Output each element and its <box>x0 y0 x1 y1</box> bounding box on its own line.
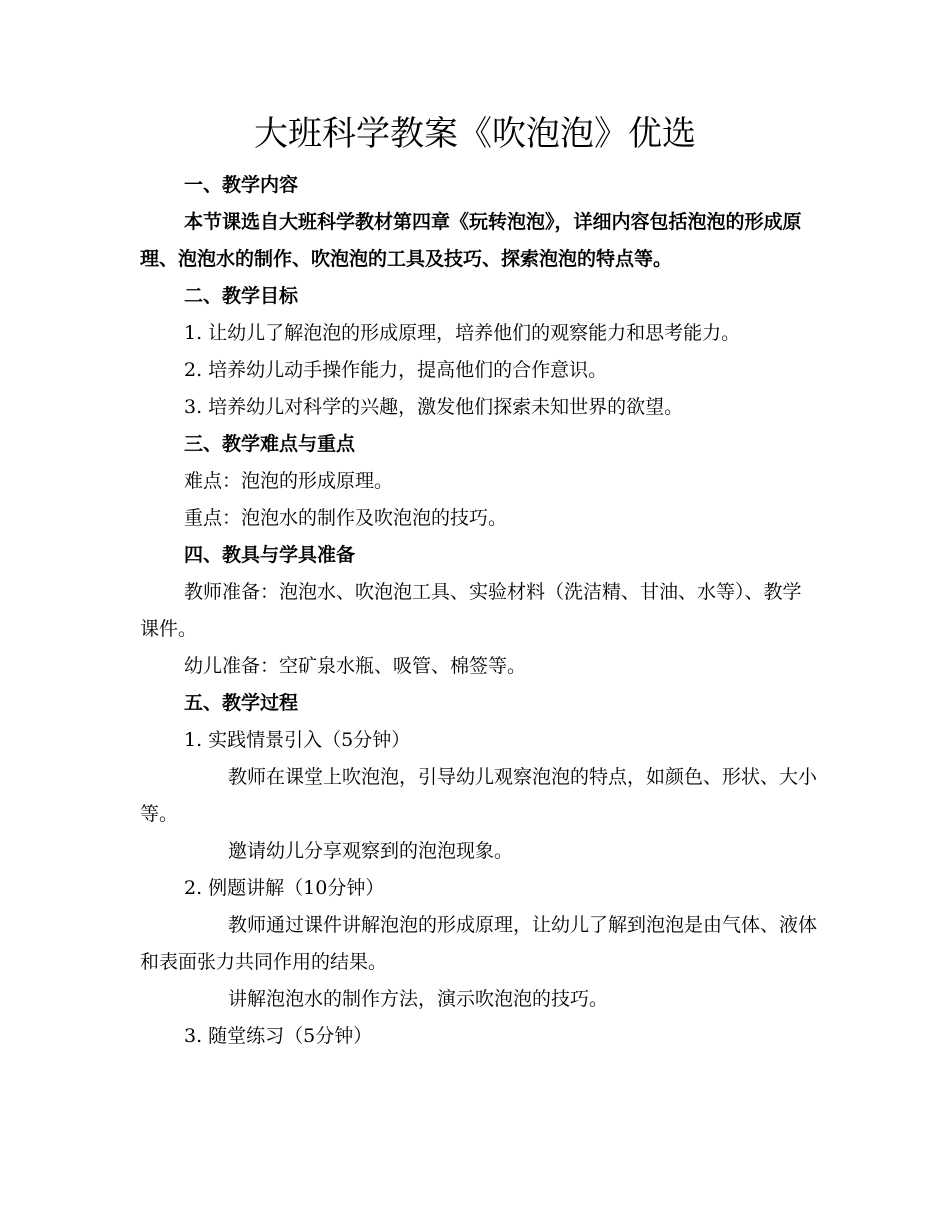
process-step-2-detail-a: 教师通过课件讲解泡泡的形成原理，让幼儿了解到泡泡是由气体、液体和表面张力共同作用的结果。 <box>140 914 818 973</box>
document-title: 大班科学教案《吹泡泡》优选 <box>254 114 696 154</box>
process-step-3: 3. 随堂练习（5分钟） <box>184 1025 373 1047</box>
document-body <box>140 167 820 1055</box>
section-heading-difficulty: 三、教学难点与重点 <box>184 433 356 455</box>
teacher-materials: 教师准备：泡泡水、吹泡泡工具、实验材料（洗洁精、甘油、水等）、教学课件。 <box>140 581 802 640</box>
section-content-paragraph: 本节课选自大班科学教材第四章《玩转泡泡》，详细内容包括泡泡的形成原理、泡泡水的制作、吹泡泡的工具及技巧、探索泡泡的特点等。 <box>140 211 802 270</box>
key-point-line: 重点：泡泡水的制作及吹泡泡的技巧。 <box>184 507 508 529</box>
section-heading-content: 一、教学内容 <box>184 174 299 196</box>
difficulty-line: 难点：泡泡的形成原理。 <box>184 470 394 492</box>
objective-item-1: 1. 让幼儿了解泡泡的形成原理，培养他们的观察能力和思考能力。 <box>184 322 741 344</box>
child-materials: 幼儿准备：空矿泉水瓶、吸管、棉签等。 <box>184 655 527 677</box>
process-step-2: 2. 例题讲解（10分钟） <box>184 877 385 899</box>
section-heading-objectives: 二、教学目标 <box>184 285 299 307</box>
process-step-2-detail-b: 讲解泡泡水的制作方法，演示吹泡泡的技巧。 <box>228 988 609 1010</box>
process-step-1: 1. 实践情景引入（5分钟） <box>184 729 411 751</box>
objective-item-3: 3. 培养幼儿对科学的兴趣，激发他们探索未知世界的欲望。 <box>184 396 684 418</box>
process-step-1-detail-b: 邀请幼儿分享观察到的泡泡现象。 <box>228 840 514 862</box>
section-heading-materials: 四、教具与学具准备 <box>184 544 356 566</box>
section-heading-process: 五、教学过程 <box>184 692 299 714</box>
process-step-1-detail-a: 教师在课堂上吹泡泡，引导幼儿观察泡泡的特点，如颜色、形状、大小等。 <box>140 766 818 825</box>
objective-item-2: 2. 培养幼儿动手操作能力，提高他们的合作意识。 <box>184 359 608 381</box>
